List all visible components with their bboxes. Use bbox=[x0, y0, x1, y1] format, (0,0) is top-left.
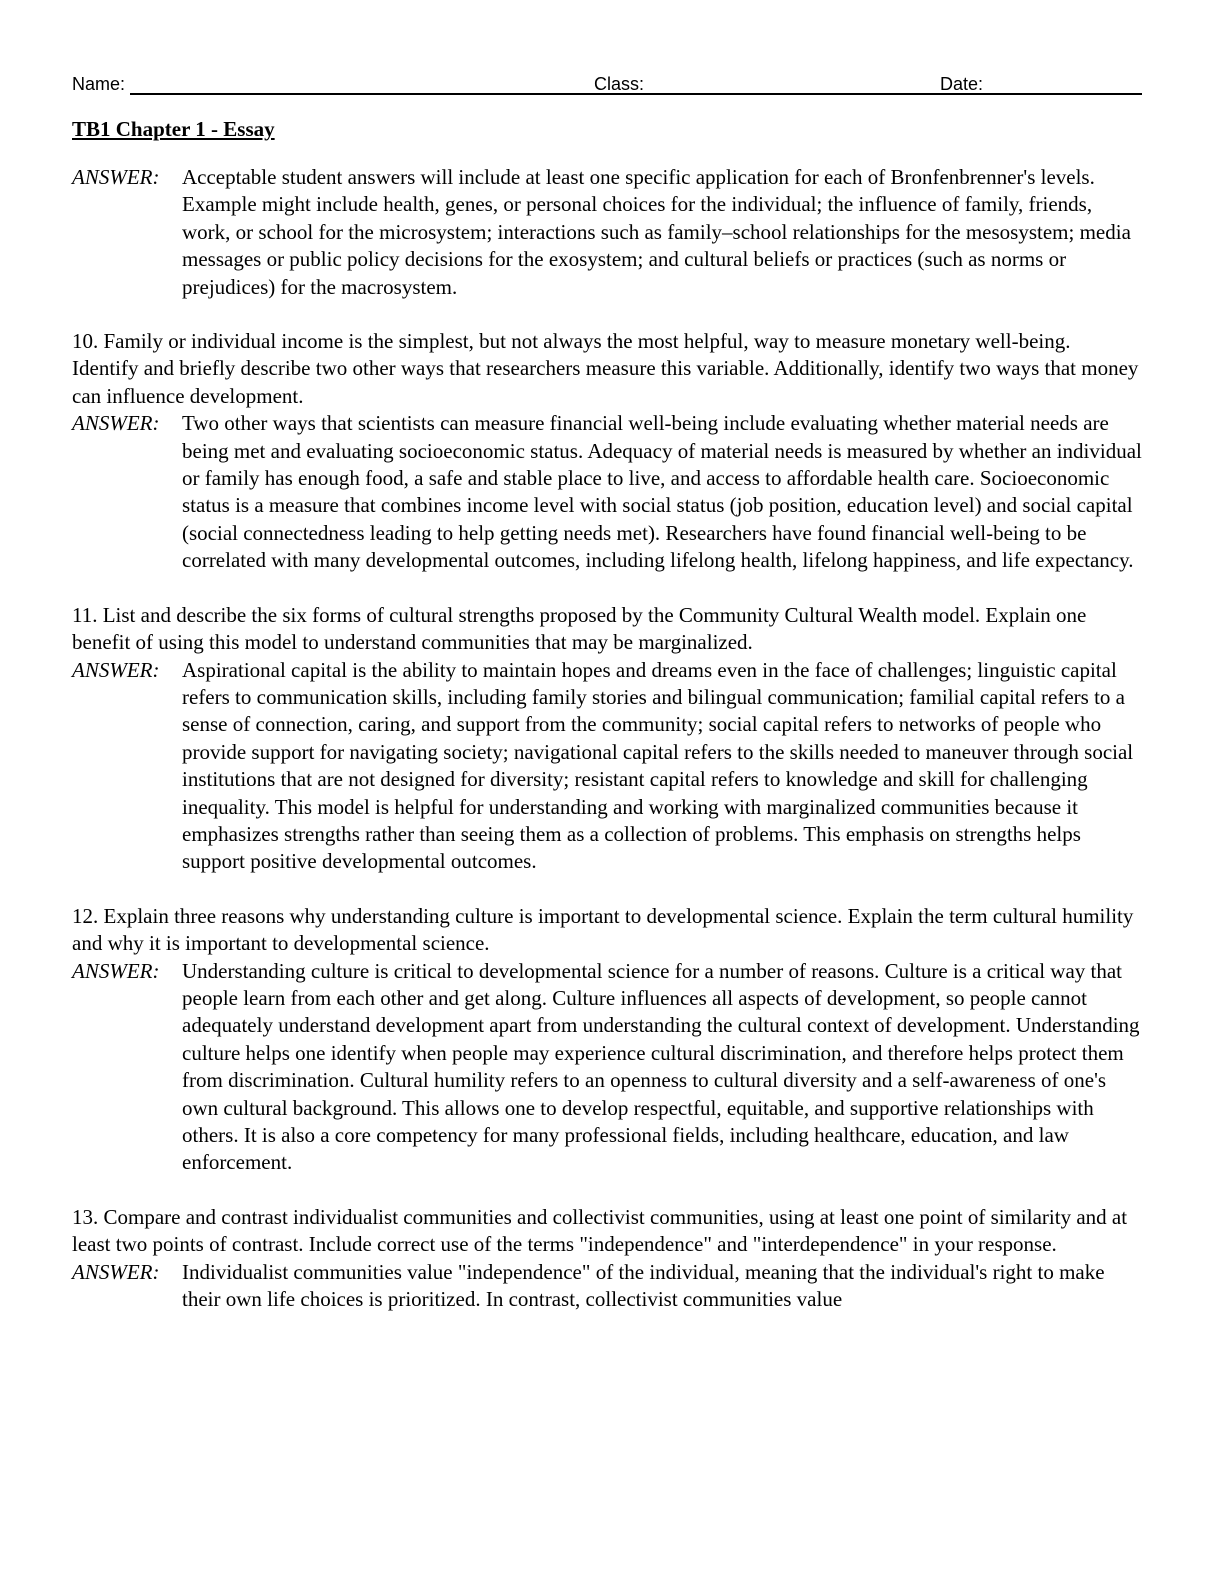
question-text: 13. Compare and contrast individualist communities and collectivist communities, using at least one point of similarity and at least two points of contrast. Include correct use of the terms "independence" and "interdependence" in your response. bbox=[72, 1204, 1128, 1257]
essay-item bbox=[72, 328, 1142, 575]
name-field-line bbox=[130, 93, 660, 95]
answer-text: Understanding culture is critical to developmental science for a number of reasons. Culture is a critical way that people learn from each other and get along. Culture influences all aspects of development, so people cannot adequately understand development apart from understanding the cultural context of development. Understanding culture helps one identify when people may experience cultural discrimination, and therefore helps protect them from discrimination. Cultural humility refers to an openness to cultural diversity and a self-awareness of one's own cultural background. This allows one to develop respectful, equitable, and supportive relationships with others. It is also a core competency for many professional fields, including healthcare, education, and law enforcement. bbox=[182, 958, 1140, 1175]
answer-block bbox=[72, 958, 1142, 1177]
essay-item bbox=[72, 1204, 1142, 1314]
date-field-line bbox=[986, 93, 1142, 95]
answer-label: ANSWER: bbox=[72, 657, 160, 682]
answer-block bbox=[72, 657, 1142, 876]
essay-list bbox=[72, 164, 1142, 1313]
header-fields bbox=[72, 72, 1142, 98]
question-text: 12. Explain three reasons why understanding culture is important to developmental science. Explain the term cultural humility and why it is important to developmental science. bbox=[72, 903, 1134, 956]
answer-label: ANSWER: bbox=[72, 411, 160, 436]
answer-text: Acceptable student answers will include at least one specific application for each of Bronfenbrenner's levels. Example might include health, genes, or personal choices for the individual; the influence of family, friends, work, or school for the microsystem; interactions such as family–school relationships for the mesosystem; media messages or public policy decisions for the exosystem; and cultural beliefs or practices (such as norms or prejudices) for the macrosystem. bbox=[182, 165, 1131, 299]
essay-item bbox=[72, 602, 1142, 876]
answer-label: ANSWER: bbox=[72, 958, 160, 983]
question-text: 11. List and describe the six forms of cultural strengths proposed by the Community Cultural Wealth model. Explain one benefit of using this model to understand communities that may be marginalized. bbox=[72, 602, 1087, 655]
page-title: TB1 Chapter 1 - Essay bbox=[72, 117, 275, 141]
essay-item bbox=[72, 903, 1142, 1177]
answer-text: Aspirational capital is the ability to maintain hopes and dreams even in the face of challenges; linguistic capital refers to communication skills, including family stories and bilingual communication; familial capital refers to a sense of connection, caring, and support from the community; social capital refers to networks of people who provide support for navigating society; navigational capital refers to the skills needed to maneuver through social institutions that are not designed for diversity; resistant capital refers to knowledge and skill for challenging inequality. This model is helpful for understanding and working with marginalized communities because it emphasizes strengths rather than seeing them as a collection of problems. This emphasis on strengths helps support positive developmental outcomes. bbox=[182, 657, 1134, 874]
date-label: Date: bbox=[940, 74, 984, 94]
class-label: Class: bbox=[594, 74, 645, 94]
essay-item bbox=[72, 164, 1142, 301]
question-text: 10. Family or individual income is the simplest, but not always the most helpful, way to measure monetary well-being. Identify and briefly describe two other ways that researchers measure this variable. Additionally, identify two ways that money can influence development. bbox=[72, 329, 1139, 408]
answer-block bbox=[72, 164, 1142, 301]
answer-label: ANSWER: bbox=[72, 165, 160, 189]
answer-block bbox=[72, 410, 1142, 574]
answer-block bbox=[72, 1259, 1142, 1314]
answer-text: Two other ways that scientists can measure financial well-being include evaluating whether material needs are being met and evaluating socioeconomic status. Adequacy of material needs is measured by whether an individual or family has enough food, a safe and stable place to live, and access to affordable health care. Socioeconomic status is a measure that combines income level with social status (job position, education level) and social capital (social connectedness leading to help getting needs met). Researchers have found financial well-being to be correlated with many developmental outcomes, including lifelong health, lifelong happiness, and life expectancy. bbox=[182, 411, 1142, 573]
answer-label: ANSWER: bbox=[72, 1259, 160, 1284]
name-label: Name: bbox=[72, 74, 126, 94]
answer-text: Individualist communities value "independence" of the individual, meaning that the individual's right to make their own life choices is prioritized. In contrast, collectivist communities value bbox=[182, 1259, 1105, 1312]
